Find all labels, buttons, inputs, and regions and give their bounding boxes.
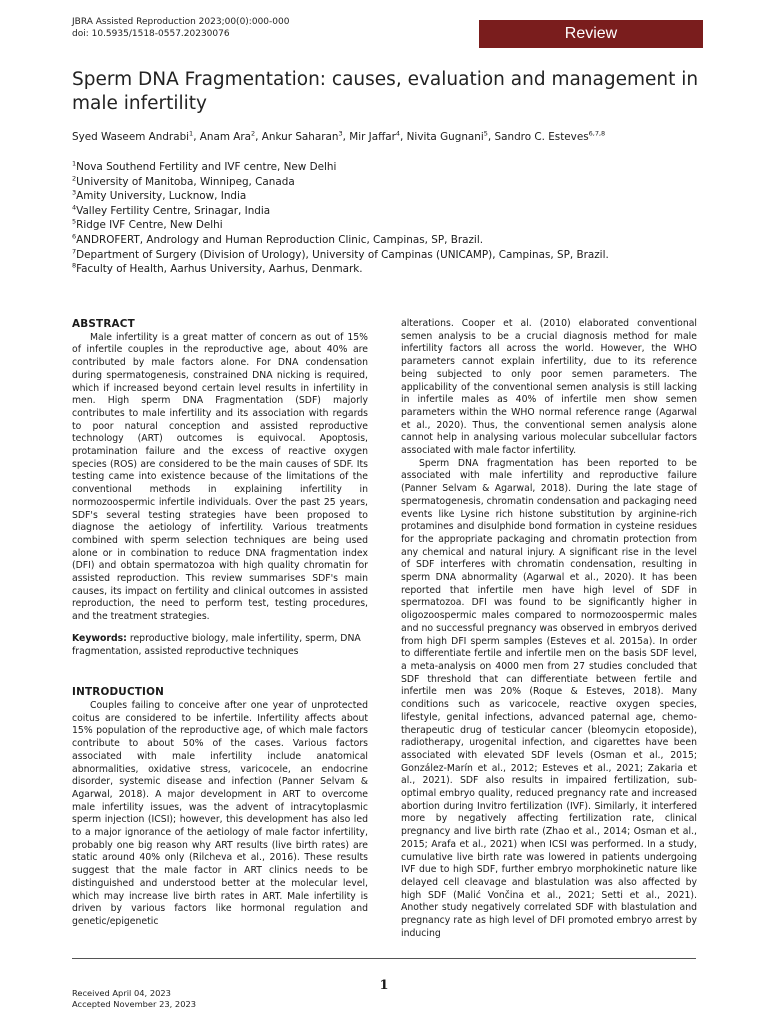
author: Ankur Saharan$^3$ <box>261 129 343 143</box>
author-list: Syed Waseem Andrabi$^1$, Anam Ara$^2$, Ankur Saharan$^3$, Mir Jaffar$^4$, Nivita Gugnani$^5$, Sandro C. Esteves$^{6,7,8}$ <box>72 129 606 143</box>
article-type-badge <box>479 20 703 48</box>
introduction-text: Couples failing to conceive after one year of unprotected coitus are considered to be infertile. Infertility affects about 15% population of the reproductive age, of which male factors contribute to about 50% of the cases. Various factors associated with male infertility include anatomical abnormalities, oxidative stress, varicocele, an endocrine disorder, systemic disease and infection (Panner Selvam & Agarwal, 2018). A major development in ART to overcome male infertility issues, was the advent of intracytoplasmic sperm injection (ICSI); however, this development has also led to a major ignorance of the aetiology of male factor infertility, probably one big reason why ART results (live birth rates) are static around 40% only (Rilcheva et al., 2016). These results suggest that the male factor in ART clinics needs to be distinguished and understood better at the molecular level, which may increase live birth rates in ART. Male infertility is driven by various factors like hormonal regulation and genetic/epigenetic <box>72 699 368 927</box>
affiliation: $^8$Faculty of Health, Aarhus University, Aarhus, Denmark. <box>72 261 363 276</box>
keywords-text: reproductive biology, male infertility, sperm, DNA fragmentation, assisted reproductive techniques <box>72 632 361 657</box>
keywords-label: Keywords: <box>72 632 127 644</box>
journal-citation: JBRA Assisted Reproduction 2023;00(0):000-000 <box>72 17 290 27</box>
received-date: Received April 04, 2023 <box>72 988 171 998</box>
author: Nivita Gugnani$^5$ <box>406 129 488 143</box>
author: Mir Jaffar$^4$ <box>349 129 401 143</box>
abstract-text: Male infertility is a great matter of concern as out of 15% of infertile couples in the reproductive age, about 40% are contributed by male factors alone. For DNA condensation during spermatogenesis, constrained DNA nicking is required, which if increased beyond certain level results in infertility in men. High sperm DNA Fragmentation (SDF) majorly contributes to male infertility and its association with regards to poor natural conception and assisted reproductive technology (ART) outcomes is equivocal. Apoptosis, protamination failure and the excess of reactive oxygen species (ROS) are considered to be the main causes of SDF. Its testing came into existence because of the limitations of the conventional methods in explaining infertility in normozoospermic infertile individuals. Over the past 25 years, SDF's several testing strategies have been proposed to diagnose the aetiology of infertility. Various treatments combined with sperm selection techniques are being used alone or in combination to reduce DNA fragmentation index (DFI) and obtain spermatozoa with high quality chromatin for assisted reproduction. This review summarises SDF's main causes, its impact on fertility and clinical outcomes in assisted reproduction, the need to perform test, testing procedures, and the treatment strategies. <box>72 331 368 623</box>
body-paragraph: alterations. Cooper et al. (2010) elaborated conventional semen analysis to be a crucial diagnosis method for male infertility factors all across the world. However, the WHO parameters cannot explain infertility, due to its reference being subjected to only poor semen parameters. The applicability of the conventional semen analysis is still lacking in infertile males as 40% of infertile men show semen parameters within the WHO normal reference range (Agarwal et al., 2020). Thus, the conventional semen analysis alone cannot help in analysing various molecular subcellular factors associated with male factor infertility. <box>401 318 697 457</box>
accepted-date: Accepted November 23, 2023 <box>72 998 197 1009</box>
affiliation: $^7$Department of Surgery (Division of Urology), University of Campinas (UNICAMP), Campinas, SP, Brazil. <box>72 247 609 261</box>
body-paragraph: Sperm DNA fragmentation has been reported to be associated with male infertility and reproductive failure (Panner Selvam & Agarwal, 2018). During the late stage of spermatogenesis, chromatin condensation and packaging need events like Lysine rich histone substitution by arginine-rich protamines and disulphide bond formation in cysteine residues for the appropriate packaging and chromatin protection from any chemical and natural injury. A significant rise in the level of SDF interferes with chromatin condensation, resulting in sperm DNA abnormality (Agarwal et al., 2020). It has been reported that infertile men have high level of SDF in spermatozoa. DFI was found to be significantly higher in oligozoospermic males compared to normozoospermic males and no successful pregnancy was observed in embryos derived from high DFI sperm samples (Esteves et al. 2015a). In order to differentiate fertile and infertile men on the basis SDF level, a meta-analysis on 4000 men from 27 studies concluded that SDF threshold that can differentiate between fertile and infertile men was 20% (Roque & Esteves, 2018). Many conditions such as varicocele, reactive oxygen species, lifestyle, genital infections, advanced paternal age, chemo-therapeutic drug of testicular cancer (bleomycin etoposide), radiotherapy, urogenital infection, and cigarettes have been associated with elevated SDF levels (Osman et al., 2015; González-Marín et al., 2012; Esteves et al., 2021; Zakaria et al., 2021). SDF also results in impaired fertilization, sub-optimal embryo quality, reduced pregnancy rate and increased abortion during Invitro fertilization (IVF). Similarly, it interfered more by negatively affecting fertilization rate, clinical pregnancy and live birth rate (Zhao et al., 2014; Osman et al., 2015; Arafa et al., 2021) when ICSI was performed. In a study, cumulative live birth rate was lowered in patients undergoing IVF due to high SDF, further embryo morphokinetic nature like delayed cell cleavage and blastulation was also affected by high SDF (Malić Vončina et al., 2021; Setti et al., 2021). Another study negatively correlated SDF with blastulation and pregnancy rate as high level of DFI promoted embryo arrest by inducing <box>401 457 697 939</box>
affiliation: $^4$Valley Fertility Centre, Srinagar, India <box>72 203 271 217</box>
affiliation: $^3$Amity University, Lucknow, India <box>72 188 247 203</box>
article-type-label: Review <box>564 25 618 42</box>
left-column <box>72 318 368 929</box>
introduction-heading: INTRODUCTION <box>72 686 165 699</box>
affiliation: $^5$Ridge IVF Centre, New Delhi <box>72 217 223 232</box>
author: Sandro C. Esteves$^{6,7,8}$ <box>494 129 606 143</box>
affiliation: $^1$Nova Southend Fertility and IVF centre, New Delhi <box>72 159 337 173</box>
article-title: Sperm DNA Fragmentation: causes, evaluation and management in male infertility <box>72 69 699 114</box>
keywords <box>72 633 368 658</box>
article-dates <box>72 988 196 1009</box>
footer-divider <box>72 958 696 959</box>
author: Syed Waseem Andrabi$^1$ <box>72 129 194 143</box>
journal-meta <box>72 16 289 40</box>
author: Anam Ara$^2$ <box>199 129 256 143</box>
affiliation-list <box>72 160 712 277</box>
page-number: 1 <box>379 978 389 993</box>
abstract-heading: ABSTRACT <box>72 318 135 330</box>
doi-text: doi: 10.5935/1518-0557.20230076 <box>72 29 230 39</box>
affiliation: $^2$University of Manitoba, Winnipeg, Canada <box>72 174 295 188</box>
affiliation: $^6$ANDROFERT, Andrology and Human Reproduction Clinic, Campinas, SP, Brazil. <box>72 232 484 246</box>
right-column <box>401 318 697 940</box>
